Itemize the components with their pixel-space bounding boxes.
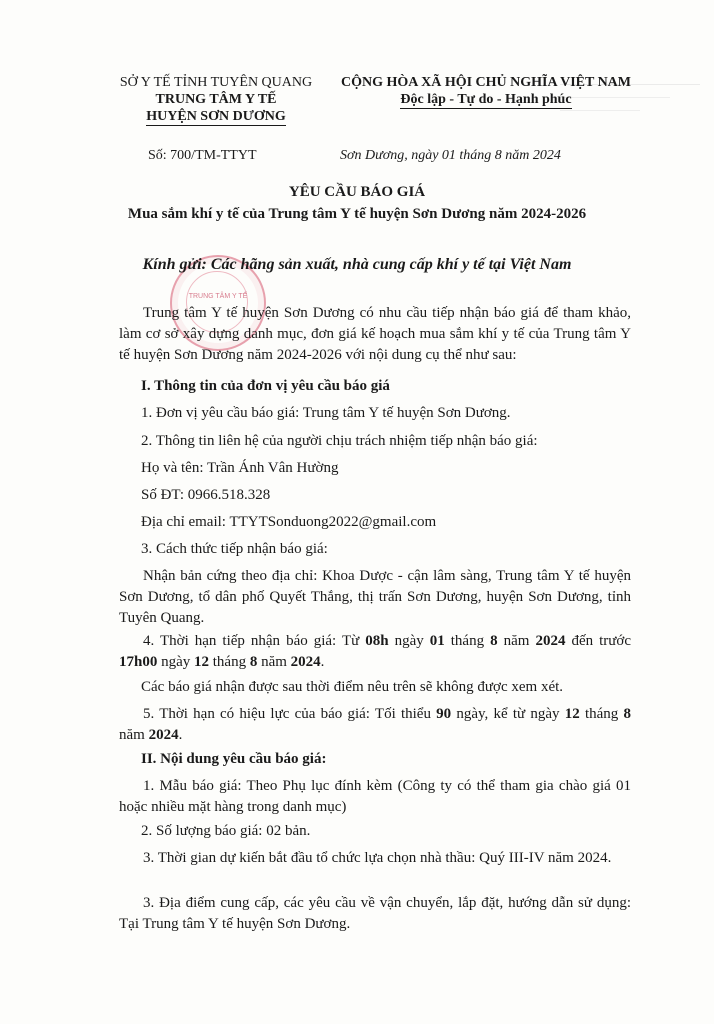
item4-end-time: 17h00 [119, 654, 158, 670]
item5-day: 12 [564, 706, 580, 722]
item4-start-month: 8 [490, 633, 498, 649]
s1-item3-detail: Nhận bản cứng theo địa chỉ: Khoa Dược - cận lâm sàng, Trung tâm Y tế huyện Sơn Dương, tổ dân phố Quyết Thắng, thị trấn Sơn Dương, huyện Sơn Dương, tỉnh Tuyên Quang. [119, 568, 631, 626]
item5-text: . [178, 727, 183, 743]
contact-name: Họ và tên: Trần Ánh Vân Hường [141, 460, 339, 476]
section1-heading: I. Thông tin của đơn vị yêu cầu báo giá [141, 378, 390, 394]
document-subtitle: Mua sắm khí y tế của Trung tâm Y tế huyện Sơn Dương năm 2024-2026 [127, 206, 587, 222]
item5-year: 2024 [148, 727, 179, 743]
s2-item3: 3. Thời gian dự kiến bắt đầu tổ chức lựa chọn nhà thầu: Quý III-IV năm 2024. [143, 850, 612, 866]
item5-days: 90 [436, 706, 452, 722]
section2-heading: II. Nội dung yêu cầu báo giá: [141, 751, 327, 767]
agency-name-line1: TRUNG TÂM Y TẾ [155, 92, 277, 107]
national-title: CỘNG HÒA XÃ HỘI CHỦ NGHĨA VIỆT NAM [340, 75, 631, 90]
contact-phone: Số ĐT: 0966.518.328 [141, 487, 271, 503]
item4-text: đến trước [565, 633, 631, 649]
item5-month: 8 [623, 706, 631, 722]
item4-start-time: 08h [365, 633, 389, 649]
recipient-line: Kính gửi: Các hãng sản xuất, nhà cung cấp khí y tế tại Việt Nam [142, 256, 572, 273]
header-agency [96, 74, 336, 126]
s1-item3: 3. Cách thức tiếp nhận báo giá: [141, 541, 328, 557]
intro-paragraph: Trung tâm Y tế huyện Sơn Dương có nhu cầu tiếp nhận báo giá để tham khảo, làm cơ sở xây dựng danh mục, đơn giá kế hoạch mua sắm khí y tế của Trung tâm Y tế huyện Sơn Dương năm 2024-2026 với nội dung cụ thể như sau: [119, 305, 631, 363]
item5-text: năm [119, 727, 149, 743]
item4-text: tháng [444, 633, 491, 649]
item5-text: 5. Thời hạn có hiệu lực của báo giá: Tối thiểu [143, 706, 437, 722]
national-motto: Độc lập - Tự do - Hạnh phúc [400, 92, 572, 107]
s1-item5 [119, 704, 631, 746]
s1-item2: 2. Thông tin liên hệ của người chịu trách nhiệm tiếp nhận báo giá: [141, 433, 538, 449]
item4-text: năm [497, 633, 536, 649]
s1-item4 [119, 631, 631, 673]
header-national [330, 74, 642, 109]
agency-parent: SỞ Y TẾ TỈNH TUYÊN QUANG [119, 75, 313, 90]
item4-text: ngày [157, 654, 195, 670]
item4-text: ngày [388, 633, 430, 649]
item4-end-day: 12 [194, 654, 210, 670]
document-number: Số: 700/TM-TTYT [148, 148, 257, 163]
item4-text: 4. Thời hạn tiếp nhận báo giá: Từ [143, 633, 366, 649]
document-date: Sơn Dương, ngày 01 tháng 8 năm 2024 [340, 148, 561, 163]
item4-text: tháng [209, 654, 250, 670]
contact-email: Địa chỉ email: TTYTSonduong2022@gmail.com [141, 514, 437, 530]
document-title: YÊU CẦU BÁO GIÁ [288, 184, 426, 200]
item4-text: . [320, 654, 325, 670]
item4-end-month: 8 [249, 654, 258, 670]
stamp-text: TRUNG TÂM Y TẾ [188, 293, 248, 300]
item4-start-day: 01 [429, 633, 445, 649]
s2-item2: 2. Số lượng báo giá: 02 bản. [141, 823, 311, 839]
item4-text: năm [257, 654, 291, 670]
agency-name-line2: HUYỆN SƠN DƯƠNG [146, 109, 286, 124]
item4-end-year: 2024 [290, 654, 321, 670]
item5-text: ngày, kể từ ngày [451, 706, 565, 722]
late-note: Các báo giá nhận được sau thời điểm nêu trên sẽ không được xem xét. [141, 679, 564, 695]
item5-text: tháng [579, 706, 624, 722]
s2-item1: 1. Mẫu báo giá: Theo Phụ lục đính kèm (Công ty có thể tham gia chào giá 01 hoặc nhiều mặt hàng trong danh mục) [119, 778, 631, 815]
s1-item1: 1. Đơn vị yêu cầu báo giá: Trung tâm Y tế huyện Sơn Dương. [141, 405, 511, 421]
s2-item4: 3. Địa điểm cung cấp, các yêu cầu về vận chuyển, lắp đặt, hướng dẫn sử dụng: Tại Trung tâm Y tế huyện Sơn Dương. [119, 895, 631, 932]
item4-start-year: 2024 [535, 633, 566, 649]
